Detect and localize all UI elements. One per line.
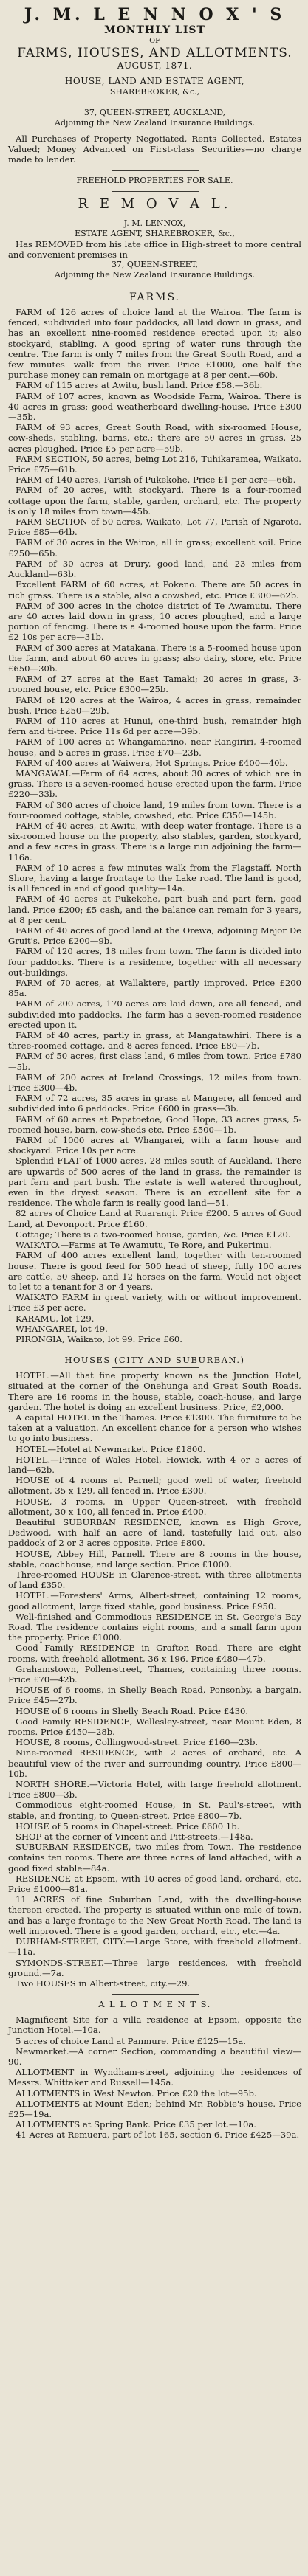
- farm-listing: FARM SECTION, 50 acres, being Lot 216, Tuhikaramea, Waikato. Price £75—61b.: [8, 453, 301, 475]
- removal-adjoining: Adjoining the New Zealand Insurance Buildings.: [55, 270, 255, 280]
- allotment-listing: Magnificent Site for a villa residence at Epsom, opposite the Junction Hotel.—10a.: [8, 2014, 301, 2036]
- farm-listing: FARM of 1000 acres at Whangarei, with a farm house and stockyard. Price 10s per acre.: [8, 1135, 301, 1156]
- farm-listing: Excellent FARM of 60 acres, at Pokeno. There are 50 acres in rich grass. There is a stable, also a cowshed, etc. Price £300—62b.: [8, 579, 301, 601]
- agent-block: [8, 76, 301, 165]
- house-listing: HOUSE of 6 rooms, in Shelly Beach Road, Ponsonby, a bargain. Price £45—27b.: [8, 1685, 301, 1706]
- masthead-line3: FARMS, HOUSES, AND ALLOTMENTS.: [17, 46, 292, 61]
- farm-listing: FARM of 300 acres in the choice district of Te Awamutu. There are 40 acres laid down in grass, 10 acres ploughed, and a large portion of fencing. There is a 4-roomed house upon the farm. Price £2 10s per acre—31b.: [8, 600, 301, 643]
- house-listing: HOTEL—Hotel at Newmarket. Price £1800.: [16, 1443, 206, 1454]
- farm-listing: FARM of 20 acres, with stockyard. There is a four-roomed cottage upon the farm, stable, garden, orchard, etc. The property is only 18 miles from town—45b.: [8, 485, 301, 517]
- house-listing: Beautiful SUBURBAN RESIDENCE, known as High Grove, Dedwood, with half an acre of land, tastefully laid out, also paddock of 2 or 3 acres opposite. Price £800.: [8, 1516, 301, 1549]
- house-listing: HOUSE of 5 rooms in Chapel-street. Price £600 1b.: [16, 1820, 240, 1831]
- farm-listing: FARM of 120 acres, 18 miles from town. The farm is divided into four paddocks. There is a residence, together with all necessary out-buildings.: [8, 946, 301, 978]
- farm-listing: KARAMU, lot 129.: [16, 1313, 95, 1324]
- house-listing: SHOP at the corner of Vincent and Pitt-streets.—148a.: [16, 1831, 253, 1843]
- masthead-date: AUGUST, 1871.: [117, 61, 193, 71]
- house-listing: 11 ACRES of fine Suburban Land, with the dwelling-house thereon erected. The property is situated within one mile of town, and has a large frontage to the New Great North Road. The land is well improved. There is a good garden, orchard, etc., etc.—4a.: [8, 1894, 301, 1936]
- removal-block: [8, 196, 301, 280]
- removal-heading: R E M O V A L.: [78, 196, 232, 212]
- farm-listing: WAIKATO.—Farms at Te Awamutu, Te Rore, and Pukerimu.: [16, 1240, 272, 1251]
- house-listing: HOUSE, 3 rooms, in Upper Queen-street, with freehold allotment, 30 x 100, all fenced in. Price £400.: [8, 1496, 301, 1517]
- farm-listing: FARM of 126 acres of choice land at the Wairoa. The farm is fenced, subdivided into four paddocks, all laid down in grass, and has an excellent nine-roomed residence erected upon it; also stockyard, stabling. A good spring of water runs through the centre. The farm is only 7 miles from the Great South Road, and a few minutes' walk from the river. Price £1000, one half the purchase money can remain on mortgage at 8 per cent.—60b.: [8, 307, 301, 381]
- farm-listing: FARM of 300 acres of choice land, 19 miles from town. There is a four-roomed cottage, stable, cowshed, etc. Price £350—145b.: [8, 799, 301, 821]
- divider: [112, 1994, 199, 1995]
- farm-listing: FARM of 120 acres at the Wairoa, 4 acres in grass, remainder bush. Price £250—29b.: [8, 694, 301, 716]
- masthead-of: OF: [149, 37, 160, 45]
- farm-listing: FARM SECTION of 50 acres, Waikato, Lot 77, Parish of Ngaroto. Price £85—64b.: [8, 517, 301, 538]
- farm-listing: FARM of 40 acres, at Awitu, with deep water frontage. There is a six-roomed house on the property, also stables, garden, stockyard, and a few acres in grass. There is a large run adjoining the farm—116a.: [8, 820, 301, 863]
- removal-address: 37, QUEEN-STREET,: [111, 260, 199, 270]
- agent-role: SHAREBROKER, &c.,: [109, 87, 200, 97]
- farm-listing: FARM of 93 acres, Great South Road, with six-roomed House, cow-sheds, stabling, barns, etc.; there are 50 acres in grass, 25 acres ploughed. Price £5 per acre—59b.: [8, 422, 301, 454]
- removal-body: Has REMOVED from his late office in High-street to more central and convenient premises in: [8, 238, 301, 260]
- farm-listing: FARM of 107 acres, known as Woodside Farm, Wairoa. There is 40 acres in grass; good weatherboard dwelling-house. Price £300—35b.: [8, 390, 301, 423]
- farm-listing: WHANGAREI, lot 49.: [16, 1323, 108, 1334]
- farm-listing: FARM of 40 acres, partly in grass, at Mangatawhiri. There is a three-roomed cottage, and 8 acres fenced. Price £80—7b.: [8, 1030, 301, 1052]
- farm-listing: 82 acres of Choice Land at Ruarangi. Price £200. 5 acres of Good Land, at Devonport. Price £160.: [8, 1208, 301, 1229]
- house-listing: HOUSE, Abbey Hill, Parnell. There are 8 rooms in the house, stable, coachhouse, and large section. Price £1000.: [8, 1548, 301, 1570]
- removal-role: ESTATE AGENT, SHAREBROKER, &c.,: [75, 228, 235, 238]
- allotments-list: [8, 2014, 301, 2140]
- agent-address: 37, QUEEN-STREET, AUCKLAND,: [83, 108, 226, 117]
- house-listing: RESIDENCE at Epsom, with 10 acres of good land, orchard, etc. Price £1000—81a.: [8, 1873, 301, 1895]
- house-listing: Good Family RESIDENCE, Wellesley-street, near Mount Eden, 8 rooms. Price £450—28b.: [8, 1716, 301, 1738]
- farm-listing: FARM of 200 acres at Ireland Crossings, 12 miles from town. Price £300—4b.: [8, 1071, 301, 1094]
- allotment-listing: 5 acres of choice Land at Panmure. Price £125—15a.: [16, 2035, 247, 2046]
- house-listing: Nine-roomed RESIDENCE, with 2 acres of orchard, etc. A beautiful view of the river and surrounding country. Price £800—10b.: [8, 1747, 301, 1779]
- allotment-listing: Newmarket.—A corner Section, commanding a beautiful view—90.: [8, 2045, 301, 2067]
- farm-listing: FARM of 400 acres excellent land, together with ten-roomed house. There is good feed for 500 head of sheep, fully 100 acres are cattle, 50 sheep, and 12 horses on the farm. Would not object to let to a tenant for 3 or 4 years.: [8, 1250, 301, 1292]
- house-listing: HOTEL.—Foresters' Arms, Albert-street, containing 12 rooms, good allotment, large fixed stable, good business. Price £950.: [8, 1590, 301, 1612]
- agent-notice: All Purchases of Property Negotiated, Rents Collected, Estates Valued; Money Advanced on First-class Securities—no charge made to lender.: [8, 134, 301, 165]
- house-listing: DURHAM-STREET, CITY.—Large Store, with freehold allotment.—11a.: [8, 1936, 301, 1958]
- farm-listing: PIRONGIA, Waikato, lot 99. Price £60.: [16, 1333, 182, 1344]
- divider: [112, 191, 199, 192]
- masthead: [8, 6, 301, 72]
- masthead-title: J. M. L E N N O X ' S: [24, 5, 286, 24]
- houses-heading: HOUSES (CITY AND SUBURBAN.): [64, 1355, 245, 1366]
- house-listing: HOTEL.—Prince of Wales Hotel, Howick, with 4 or 5 acres of land—62b.: [8, 1454, 301, 1475]
- allotment-listing: ALLOTMENTS at Mount Eden; behind Mr. Robbie's house. Price £25—19a.: [8, 2098, 301, 2119]
- house-listing: HOTEL.—All that fine property known as the Junction Hotel, situated at the corner of the Onehunga and Great South Roads. There are 16 rooms in the house, stable, coach-house, and large garden. The hotel is doing an excellent business. Price, £2,000.: [8, 1370, 301, 1412]
- farm-listing: FARM of 40 acres of good land at the Orewa, adjoining Major De Gruit's. Price £200—9b.: [8, 925, 301, 947]
- farm-listing: FARM of 140 acres, Parish of Pukekohe. Price £1 per acre—66b.: [16, 474, 296, 486]
- agent-adjoining: Adjoining the New Zealand Insurance Buildings.: [55, 118, 255, 128]
- farm-listing: FARM of 70 acres, at Wallaktere, partly improved. Price £200 85a.: [8, 978, 301, 999]
- house-listing: Well-finished and Commodious RESIDENCE in St. George's Bay Road. The residence contains eight rooms, and a small farm upon the property. Price £1000.: [8, 1611, 301, 1643]
- allotment-listing: ALLOTMENTS at Spring Bank. Price £35 per lot.—10a.: [16, 2119, 256, 2130]
- house-listing: HOUSE of 4 rooms at Parnell; good well of water, freehold allotment, 35 x 129, all fenced in. Price £300.: [8, 1475, 301, 1496]
- farm-listing: FARM of 10 acres a few minutes walk from the Flagstaff, North Shore, having a large frontage to the Lake road. The land is good, is all fenced in and of good quality—14a.: [8, 862, 301, 894]
- farm-listing: FARM of 100 acres at Whangamarino, near Rangiriri, 4-roomed house, and 5 acres in grass. Price £70—23b.: [8, 736, 301, 758]
- house-listing: Commodious eight-roomed House, in St. Paul's-street, with stable, and fronting, to Queen-street. Price £800—7b.: [8, 1800, 301, 1821]
- house-listing: HOUSE, 8 rooms, Collingwood-street. Price £160—23b.: [16, 1737, 259, 1748]
- farm-listing: FARM of 200 acres, 170 acres are laid down, are all fenced, and subdivided into paddocks. The farm has a seven-roomed residence erected upon it.: [8, 998, 301, 1030]
- farm-listing: WAIKATO FARM in great variety, with or without improvement. Price £3 per acre.: [8, 1292, 301, 1313]
- house-listing: HOUSE of 6 rooms in Shelly Beach Road. Price £430.: [16, 1705, 249, 1716]
- farm-listing: FARM of 27 acres at the East Tamaki; 20 acres in grass, 3-roomed house, etc. Price £300—25b.: [8, 674, 301, 695]
- farm-listing: FARM of 300 acres at Matakana. There is a 5-roomed house upon the farm, and about 60 acres in grass; also dairy, store, etc. Price £650—30b.: [8, 642, 301, 674]
- house-listing: A capital HOTEL in the Thames. Price £1300. The furniture to be taken at a valuation. An excellent chance for a person who wishes to go into business.: [8, 1412, 301, 1444]
- allotment-listing: ALLOTMENTS in West Newton. Price £20 the lot—95b.: [16, 2088, 257, 2099]
- allotments-heading: A L L O T M E N T S.: [98, 1999, 211, 2010]
- farm-listing: Cottage; There is a two-roomed house, garden, &c. Price £120.: [16, 1229, 291, 1240]
- houses-list: [8, 1370, 301, 1989]
- farm-listing: FARM of 400 acres at Waiwera, Hot Springs. Price £400—40b.: [16, 757, 288, 768]
- farm-listing: Splendid FLAT of 1000 acres, 28 miles south of Auckland. There are upwards of 500 acres of the land in grass, the remainder is part fern and part bush. The estate is well watered throughout, even in the dryest season. There is an excellent site for a residence. The whole farm is really good land—51.: [8, 1156, 301, 1209]
- house-listing: NORTH SHORE.—Victoria Hotel, with large freehold allotment. Price £800—3b.: [8, 1779, 301, 1800]
- farm-listing: FARM of 50 acres, first class land, 6 miles from town. Price £780—5b.: [8, 1051, 301, 1072]
- farm-listing: MANGAWAI.—Farm of 64 acres, about 30 acres of which are in grass. There is a seven-roomed house erected upon the farm. Price £220—33b.: [8, 767, 301, 800]
- allotment-listing: ALLOTMENT in Wyndham-street, adjoining the residences of Messrs. Whittaker and Russell—145a.: [8, 2067, 301, 2088]
- masthead-subtitle: MONTHLY LIST: [104, 24, 205, 36]
- house-listing: SUBURBAN RESIDENCE, two miles from Town. The residence contains ten rooms. There are three acres of land attached, with a good fixed stable—84a.: [8, 1842, 301, 1874]
- farms-list: [8, 307, 301, 1344]
- allotment-listing: 41 Acres at Remuera, part of lot 165, section 6. Price £425—39a.: [16, 2130, 300, 2141]
- farm-listing: FARM of 72 acres, 35 acres in grass at Mangere, all fenced and subdivided into 6 paddocks. Price £600 in grass—3b.: [8, 1093, 301, 1114]
- farm-listing: FARM of 40 acres at Pukekohe, part bush and part fern, good land. Price £200; £5 cash, and the balance can remain for 3 years, at 8 per cent.: [8, 894, 301, 925]
- house-listing: Two HOUSES in Albert-street, city.—29.: [16, 1978, 191, 1989]
- farm-listing: FARM of 60 acres at Papatoetoe, Good Hope, 33 acres grass, 5-roomed house, barn, cow-sheds etc. Price £500—1b.: [8, 1113, 301, 1135]
- farm-listing: FARM of 115 acres at Awitu, bush land. Price £58.—36b.: [16, 380, 263, 391]
- farm-listing: FARM of 30 acres in the Wairoa, all in grass; excellent soil. Price £250—65b.: [8, 537, 301, 559]
- house-listing: Three-roomed HOUSE in Clarence-street, with three allotments of land £350.: [8, 1569, 301, 1591]
- freehold-heading: FREEHOLD PROPERTIES FOR SALE.: [76, 175, 233, 185]
- divider: [112, 1367, 199, 1368]
- farm-listing: FARM of 110 acres at Hunui, one-third bush, remainder high fern and ti-tree. Price 11s 6d per acre—39b.: [8, 715, 301, 737]
- removal-name: J. M. LENNOX,: [123, 218, 186, 228]
- farm-listing: FARM of 30 acres at Drury, good land, and 23 miles from Auckland—63b.: [8, 558, 301, 580]
- divider: [112, 170, 199, 171]
- farms-heading: FARMS.: [129, 291, 181, 304]
- house-listing: Grahamstown, Pollen-street, Thames, containing three rooms. Price £70—42b.: [8, 1663, 301, 1685]
- house-listing: Good Family RESIDENCE in Grafton Road. There are eight rooms, with freehold allotment, 36 x 196. Price £480—47b.: [8, 1643, 301, 1664]
- agent-title: HOUSE, LAND AND ESTATE AGENT,: [64, 76, 245, 86]
- house-listing: SYMONDS-STREET.—Three large residences, with freehold ground.—7a.: [8, 1957, 301, 1978]
